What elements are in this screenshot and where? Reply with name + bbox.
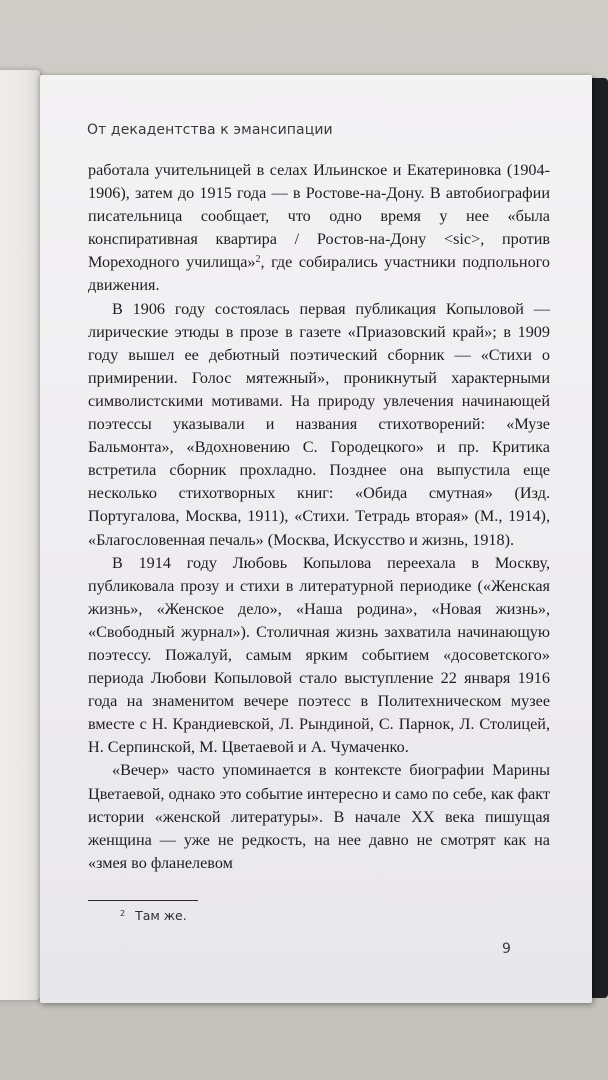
paragraph-2: В 1906 году состоялась первая публикация Копыловой — лирические этюды в прозе в газете «Приазовский край»; в 1909 году вышел ее дебютный поэтический сборник — «Стихи о примирении. Голос мятежный», проникнутый характерными символистскими мотивами. На природу увлечения начинающей поэтессы указывали и названия стихотворений: «Музе Бальмонта», «Вдохновению С. Городецкого» и пр. Критика встретила сборник прохладно. Позднее она выпустила еще несколько стихотворных книг: «Обида смутная» (Изд. Португалова, Москва, 1911), «Стихи. Тетрадь вторая» (М., 1914), «Благословенная печаль» (Москва, Искусство и жизнь, 1918). [88, 299, 550, 549]
footnote-text: Там же. [135, 908, 187, 923]
previous-page-edge [0, 70, 40, 1000]
paragraph-4: «Вечер» часто упоминается в контексте биографии Марины Цветаевой, однако это событие интересно и само по себе, как факт истории «женской литературы». В начале XX века пишущая женщина — уже не редкость, на нее давно не смотрят как на «змея во фланелевом [88, 761, 550, 872]
paragraph-1: работала учительницей в селах Ильинское и Екатериновка (1904-1906), затем до 1915 года — в Ростове-на-Дону. В автобиографии писательница сообщает, что одно время у нее «была конспиративная квартира / Ростов-на-Дону <sic>, против Мореходного училища»$^2$, где собирались участники подпольного движения. [88, 161, 550, 295]
book-page [40, 75, 592, 1003]
footnote-divider [88, 900, 198, 901]
running-head: От декадентства к эмансипации [87, 122, 333, 138]
page-number: 9 [502, 941, 511, 957]
footnote-reference[interactable]: 2 [255, 254, 261, 266]
footnote-number: 2 [120, 909, 126, 918]
paragraph-3: В 1914 году Любовь Копылова переехала в Москву, публиковала прозу и стихи в литературной периодике («Женская жизнь», «Женское дело», «Наша родина», «Новая жизнь», «Свободный журнал»). Столичная жизнь захватила начинающую поэтессу. Пожалуй, самым ярким событием «досоветского» периода Любови Копыловой стало выступление 22 января 1916 года на знаменитом вечере поэтесс в Политехническом музее вместе с Н. Крандиевской, Л. Рындиной, С. Парнок, Л. Столицей, Н. Серпинской, М. Цветаевой и А. Чумаченко. [88, 553, 550, 757]
body-text [88, 159, 550, 875]
footnote [120, 908, 187, 923]
